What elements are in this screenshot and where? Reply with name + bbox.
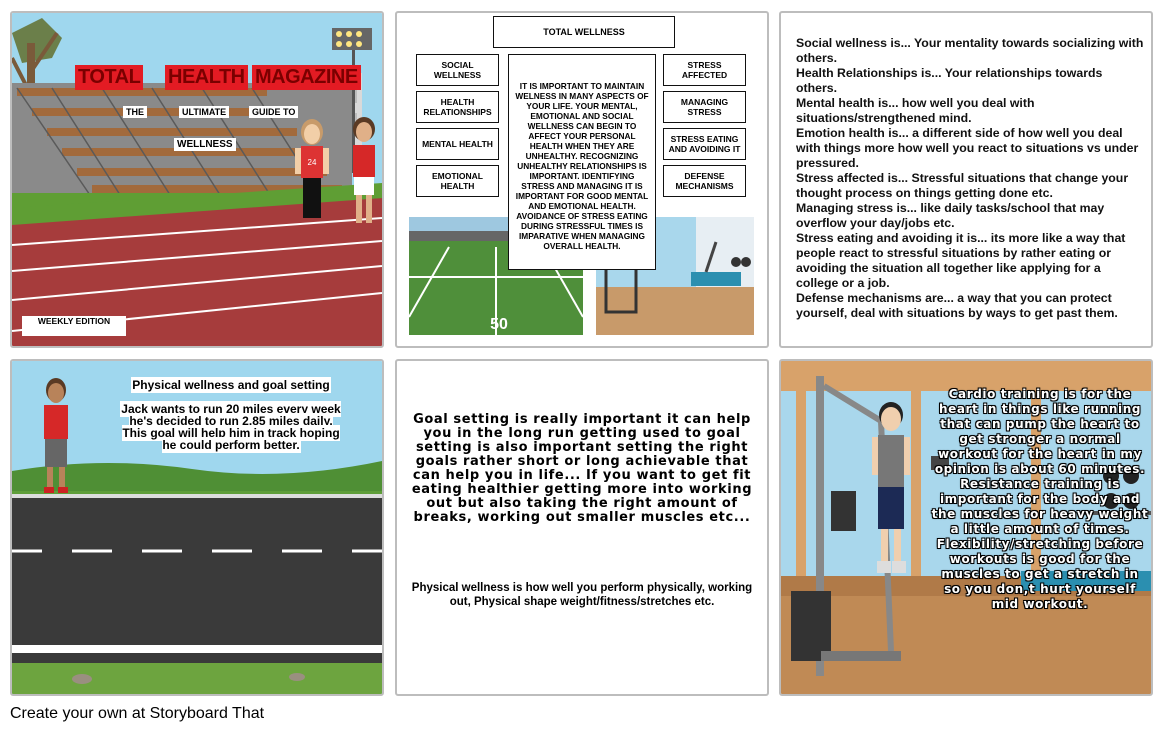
definition-line: Social wellness is... Your mentality towards socializing with others. (796, 36, 1144, 65)
panel-total-wellness (395, 11, 769, 348)
magazine-title-health: HEALTH (165, 65, 248, 90)
jack-character (38, 377, 74, 497)
panel-goal-setting (395, 359, 769, 696)
gym-boy-character (871, 399, 911, 584)
physical-wellness-title: Physical wellness and goal setting (132, 378, 330, 392)
label-stress-affected: STRESS AFFECTED (663, 54, 746, 86)
panel-definitions (779, 11, 1153, 348)
storyboard-footer-link[interactable]: Create your own at Storyboard That (10, 705, 265, 722)
label-social-wellness: SOCIAL WELLNESS (416, 54, 499, 86)
wellness-body-text: IT IS IMPORTANT TO MAINTAIN WELNESS IN MANY ASPECTS OF YOUR LIFE. YOUR MENTAL, EMOTIONAL AND SOCIAL WELLNESS CAN BEGIN TO AFFECT YOUR PERSONAL HEALTH WHEN THEY ARE UNHEALTHY. RECOGNIZING UNHEALTHY RELATIONSHIPS IS IMPORTANT. IDENTIFYING STRESS AND MANAGING IT IS IMPORTANT FOR GOOD MENTAL AND EMOTIONAL HEALTH. AVOIDANCE OF STRESS EATING DURING STRESSFUL TIMES IS IMPARATIVE WHEN MANAGING OVERALL HEALTH. (508, 54, 656, 270)
definition-line: Mental health is... how well you deal with situations/strengthened mind. (796, 96, 1035, 125)
magazine-title-magazine: MAGAZINE (252, 65, 361, 90)
label-emotional-health: EMOTIONAL HEALTH (416, 165, 499, 197)
definition-line: Defense mechanisms are... a way that you can protect yourself, deal with situations by ways to get past them. (796, 291, 1118, 320)
svg-text:50: 50 (490, 316, 508, 333)
label-managing-stress: MANAGING STRESS (663, 91, 746, 123)
panel-magazine-cover (10, 11, 384, 348)
definition-line: Stress affected is... Stressful situations that change your thought process on things getting done etc. (796, 171, 1129, 200)
girl-character (292, 118, 332, 228)
label-defense-mechanisms: DEFENSE MECHANISMS (663, 165, 746, 197)
definition-line: Stress eating and avoiding it is... its more like a way that people react to stressful situations by rather eating or avoiding the situation all together like applying for a college or a job. (796, 231, 1126, 290)
definition-line: Health Relationships is... Your relationships towards others. (796, 66, 1103, 95)
panel-physical-wellness (10, 359, 384, 696)
svg-text:24: 24 (307, 158, 317, 167)
label-mental-health: MENTAL HEALTH (416, 128, 499, 160)
weekly-edition-label: WEEKLY EDITION (22, 316, 126, 336)
subtitle-ultimate: ULTIMATE (179, 106, 229, 118)
definition-line: Managing stress is... like daily tasks/school that may overflow your day/jobs etc. (796, 201, 1105, 230)
label-health-relationships: HEALTH RELATIONSHIPS (416, 91, 499, 123)
magazine-title-total: TOTAL (75, 65, 143, 90)
definitions-text (796, 36, 1144, 321)
goal-setting-text: Goal setting is really important it can help you in the long run getting used to goal setting is also important setting the right goals rather short or long achievable that can help you in life... If you want to get fit eating healthier getting more into working out but also taking the right amount of breaks, working out smaller muscles etc... (411, 412, 753, 525)
subtitle-the: THE (123, 106, 147, 118)
panel-gym-training (779, 359, 1153, 696)
subtitle-wellness: WELLNESS (174, 138, 236, 151)
subtitle-guide-to: GUIDE TO (249, 106, 298, 118)
boy-character (347, 115, 382, 230)
training-text: Cardio training is for the heart in things like running that can pump the heart to get stronger a normal workout for the heart in my opinion is about 60 minutes. Resistance training is important for the body and the muscles for heavy weight a little amount of times. Flexibility/stretching before workouts is good for the muscles to get a stretch in so you don,t hurt yourself mid workout. (931, 387, 1149, 611)
definition-line: Emotion health is... a different side of how well you deal with things more how well you react to situations vs under pressured. (796, 126, 1139, 170)
physical-wellness-text (120, 379, 342, 451)
jack-goal-text: Jack wants to run 20 miles every week he's decided to run 2.85 miles daily. This goal will help him in track hoping he could perform better. (121, 402, 341, 452)
physical-wellness-definition: Physical wellness is how well you perform physically, working out, Physical shape weight/fitness/stretches etc. (411, 582, 753, 608)
label-stress-eating: STRESS EATING AND AVOIDING IT (663, 128, 746, 160)
total-wellness-header: TOTAL WELLNESS (493, 16, 675, 48)
